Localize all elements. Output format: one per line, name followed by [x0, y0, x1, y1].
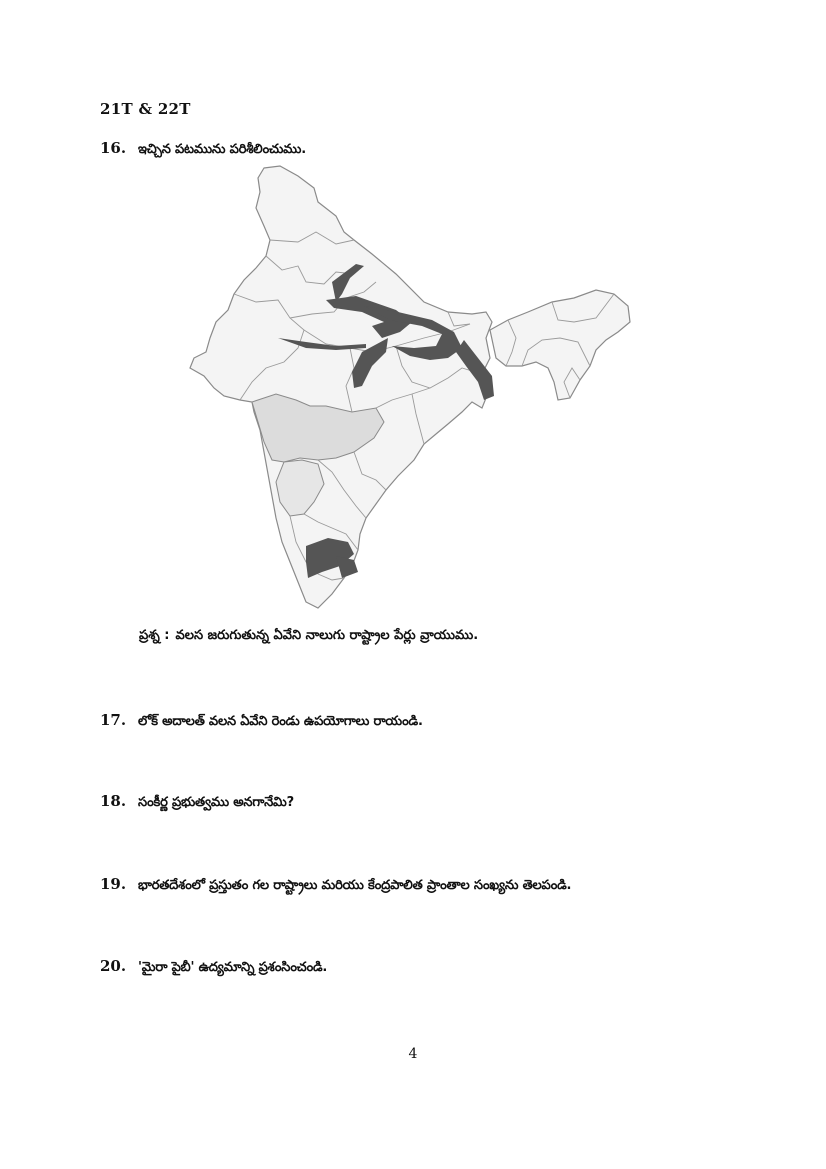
question-text: 'మైరా పైబీ' ఉద్యమాన్ని ప్రశంసించండి. [138, 960, 328, 975]
question-17 [100, 711, 423, 732]
question-number: 20. [100, 957, 127, 975]
map-question-text: వలస జరుగుతున్న ఏవేని నాలుగు రాష్ట్రాల పేర్లు వ్రాయుము. [175, 628, 479, 643]
question-number: 19. [100, 875, 127, 893]
question-text: సంకీర్ణ ప్రభుత్వము అనగానేమి? [138, 795, 294, 810]
question-18 [100, 792, 294, 813]
paper-code: 21T & 22T [100, 100, 191, 118]
question-text: ఇచ్చిన పటమును పరిశీలించుము. [138, 142, 306, 157]
question-text: లోక్ అదాలత్ వలన ఏవేని రెండు ఉపయోగాలు రాయండి. [138, 714, 423, 729]
page-number: 4 [408, 1046, 418, 1062]
question-19 [100, 875, 571, 896]
map-svg [186, 162, 636, 612]
question-number: 17. [100, 711, 127, 729]
map-question-label: ప్రశ్న : [139, 628, 170, 643]
question-20 [100, 957, 327, 978]
question-16 [100, 139, 306, 160]
map-question [139, 628, 478, 646]
india-migration-map [186, 162, 636, 612]
question-text: భారతదేశంలో ప్రస్తుతం గల రాష్ట్రాలు మరియు కేంద్రపాలిత ప్రాంతాల సంఖ్యను తెలపండి. [138, 878, 572, 893]
northeast-outline [490, 290, 630, 400]
question-number: 18. [100, 792, 127, 810]
question-number: 16. [100, 139, 127, 157]
